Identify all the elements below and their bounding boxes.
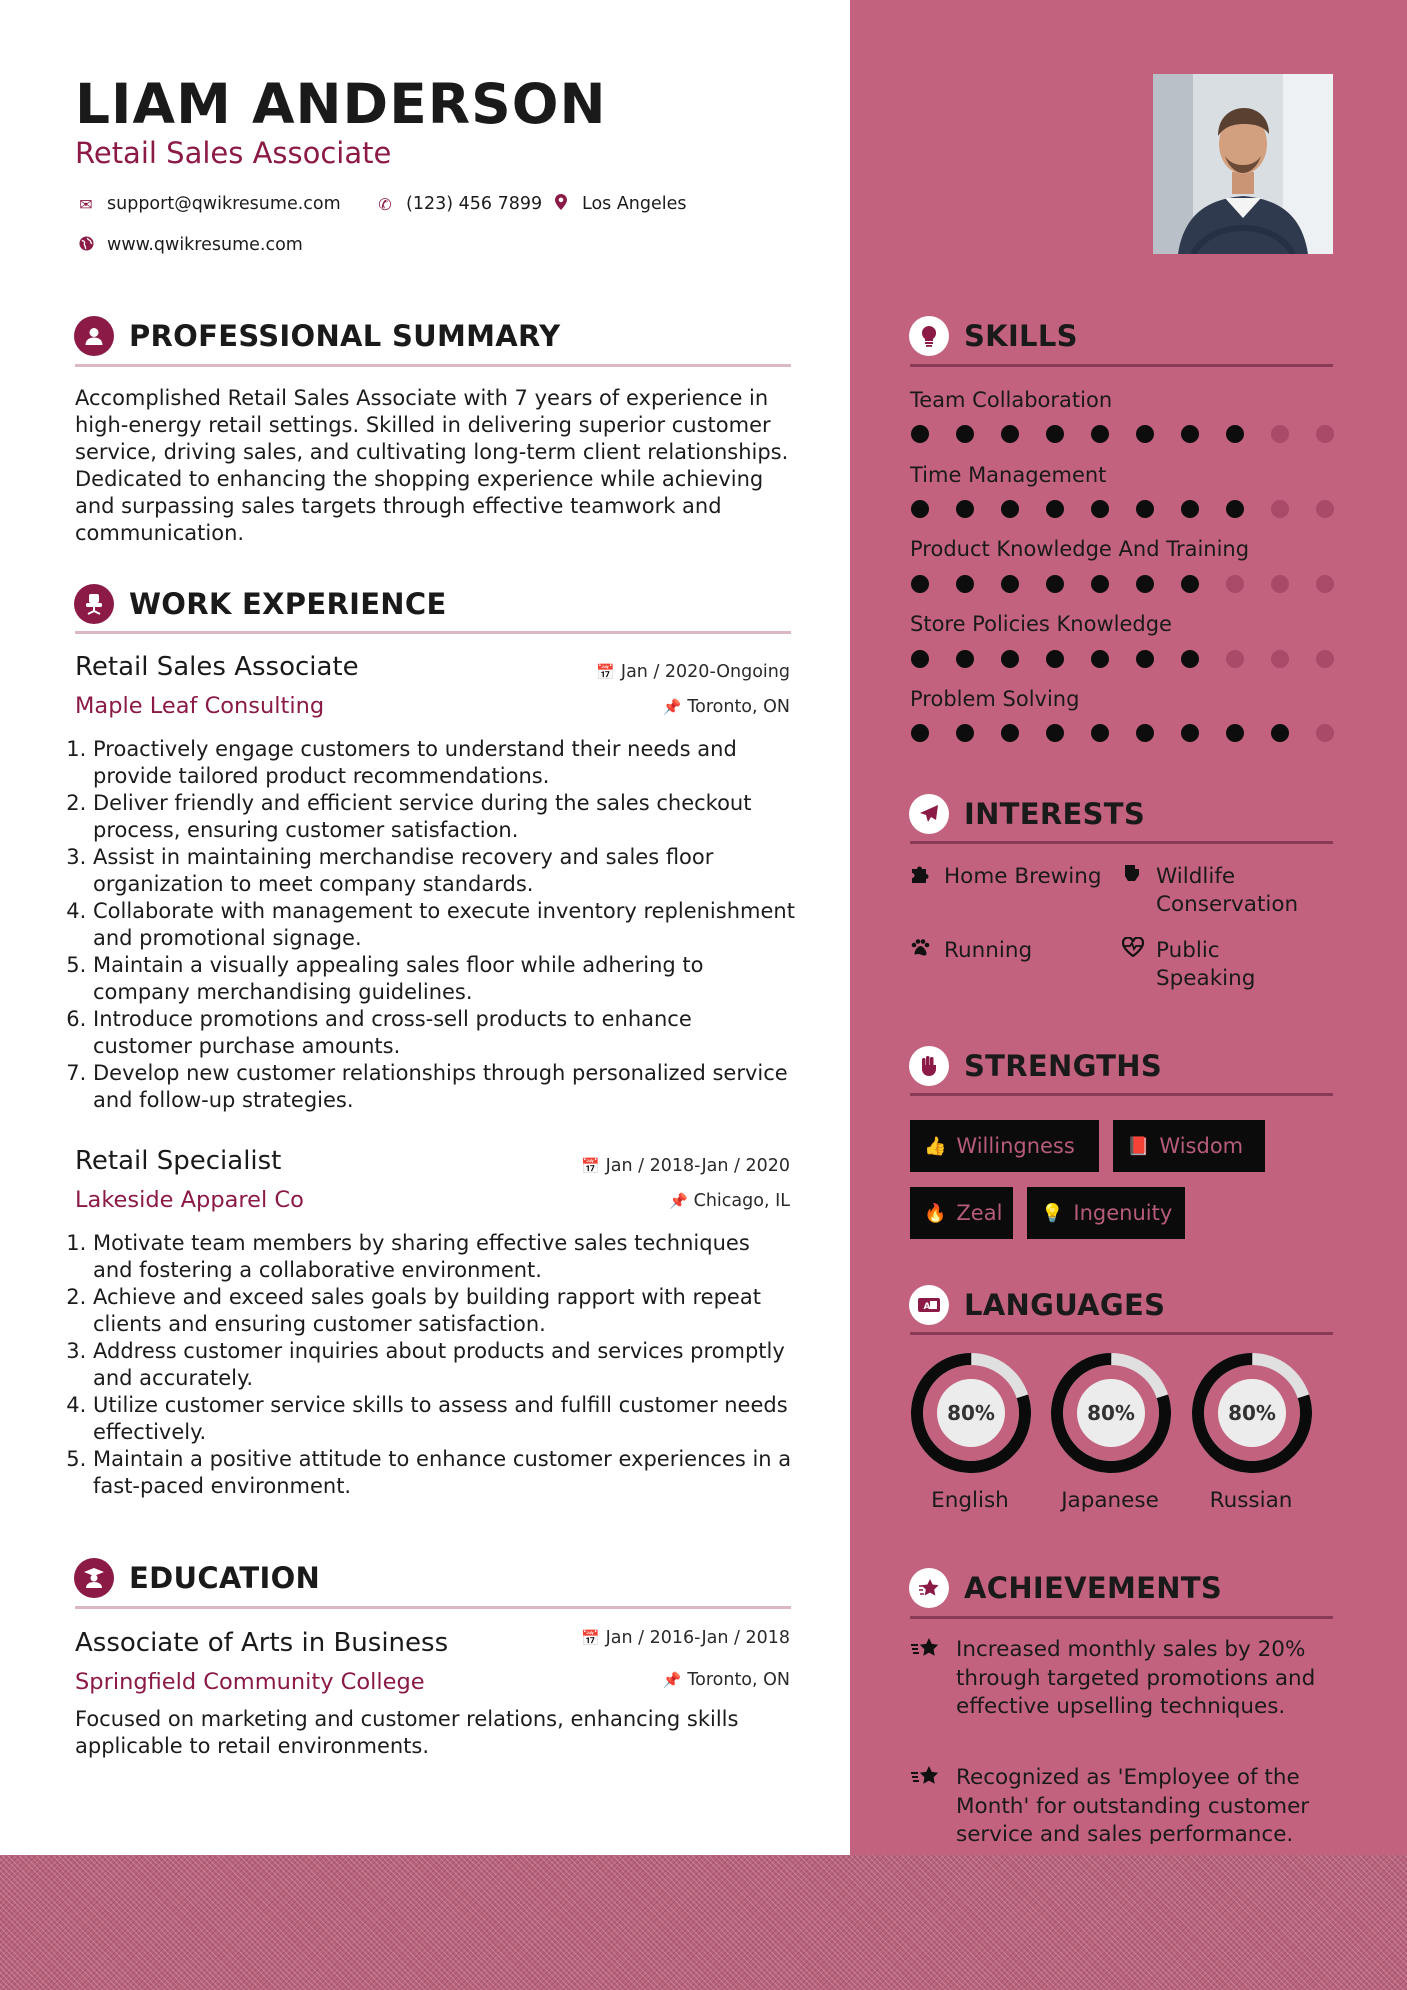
- thumbtack-icon: 📌: [662, 1671, 682, 1689]
- rating-dot-filled: [911, 500, 929, 518]
- rating-dot-filled: [1046, 500, 1064, 518]
- language-percent: 80%: [947, 1401, 995, 1425]
- strength-label: Zeal: [956, 1201, 1003, 1225]
- star-icon: [910, 1636, 956, 1722]
- language-name: Japanese: [1061, 1488, 1159, 1513]
- education-dates: [581, 1628, 790, 1648]
- list-item: 2. Deliver friendly and efficient service during the sales checkout process, ensuring customer satisfaction.: [93, 790, 795, 844]
- rating-dot-filled: [911, 575, 929, 593]
- list-item: 1. Proactively engage customers to understand their needs and provide tailored product recommendations.: [93, 736, 795, 790]
- star-icon: [910, 1764, 956, 1844]
- skills-heading: [909, 316, 1078, 356]
- website-text: www.qwikresume.com: [107, 235, 303, 255]
- star-icon: [909, 1568, 949, 1608]
- list-item: 2. Achieve and exceed sales goals by building rapport with repeat clients and ensuring customer satisfaction.: [93, 1284, 795, 1338]
- puzzle-icon: [910, 863, 944, 891]
- achievement-text: Increased monthly sales by 20% through targeted promotions and effective upselling techniques.: [956, 1637, 1316, 1719]
- language-name: Russian: [1209, 1488, 1293, 1513]
- experience-heading: [74, 584, 447, 624]
- skill-1-name: Team Collaboration: [910, 388, 1113, 412]
- list-item: 4. Utilize customer service skills to assess and fulfill customer needs effectively.: [93, 1392, 795, 1446]
- job-1-location: [663, 697, 790, 717]
- rating-dot-filled: [956, 724, 974, 742]
- calendar-icon: 📅: [596, 663, 615, 681]
- list-item: 7. Develop new customer relationships through personalized service and follow-up strategies.: [93, 1060, 795, 1114]
- contact-location: [550, 194, 687, 214]
- rating-dot-filled: [1226, 724, 1244, 742]
- rating-dot-filled: [1136, 575, 1154, 593]
- summary-title: PROFESSIONAL SUMMARY: [129, 319, 561, 353]
- list-item: 5. Maintain a visually appealing sales floor while adhering to company merchandising guidelines.: [93, 952, 795, 1006]
- rating-dot-empty: [1226, 575, 1244, 593]
- rating-dot-filled: [1181, 500, 1199, 518]
- skill-2-rating: [911, 500, 1361, 518]
- list-item: 4. Collaborate with management to execute inventory replenishment and promotional signage.: [93, 898, 795, 952]
- skill-2-name: Time Management: [910, 463, 1107, 487]
- rating-dot-empty: [1271, 575, 1289, 593]
- language-ring-english: [910, 1352, 1032, 1474]
- strength-tag: [910, 1120, 1099, 1172]
- summary-text: Accomplished Retail Sales Associate with 7 years of experience in high-energy retail settings. Skilled in delivering superior customer service, driving sales, and cultivating long-term client relationships. Dedicated to enhancing the shopping experience while achieving and surpassing sales targets through effective teamwork and communication.: [75, 386, 789, 545]
- skill-3-rating: [911, 575, 1361, 593]
- interests-divider: [910, 841, 1333, 844]
- language-icon: [909, 1285, 949, 1325]
- rating-dot-empty: [1271, 650, 1289, 668]
- experience-title: WORK EXPERIENCE: [129, 587, 447, 621]
- thumbtack-icon: 📌: [662, 698, 682, 716]
- skill-4-rating: [911, 650, 1361, 668]
- strengths-heading: [909, 1046, 1162, 1086]
- rating-dot-filled: [1091, 575, 1109, 593]
- interest-label: Running: [944, 938, 1033, 963]
- rating-dot-filled: [1001, 724, 1019, 742]
- education-dates-text: Jan / 2016-Jan / 2018: [605, 1628, 790, 1648]
- strength-tag: [1027, 1187, 1185, 1239]
- rating-dot-filled: [911, 425, 929, 443]
- interest-item: [910, 863, 1120, 891]
- lightbulb-icon: [909, 316, 949, 356]
- rating-dot-filled: [1001, 650, 1019, 668]
- job-2-duties: [75, 1230, 795, 1500]
- skill-5-name: Problem Solving: [910, 687, 1080, 711]
- rating-dot-filled: [1046, 650, 1064, 668]
- strength-label: Willingness: [956, 1134, 1075, 1158]
- job-2-location-text: Chicago, IL: [693, 1191, 790, 1211]
- skills-title: SKILLS: [964, 319, 1078, 353]
- rating-dot-filled: [1181, 575, 1199, 593]
- rating-dot-filled: [1046, 425, 1064, 443]
- achievements-heading: [909, 1568, 1222, 1608]
- language-percent: 80%: [1087, 1401, 1135, 1425]
- education-divider: [75, 1606, 791, 1609]
- languages-title: LANGUAGES: [964, 1288, 1166, 1322]
- rating-dot-filled: [1091, 500, 1109, 518]
- interest-label: Wildlife Conservation: [1156, 864, 1299, 917]
- contact-phone[interactable]: [374, 194, 542, 214]
- rating-dot-empty: [1226, 650, 1244, 668]
- rating-dot-filled: [1001, 500, 1019, 518]
- rating-dot-filled: [956, 425, 974, 443]
- interests-heading: [909, 794, 1145, 834]
- list-item: 3. Assist in maintaining merchandise recovery and sales floor organization to meet company standards.: [93, 844, 795, 898]
- summary-divider: [75, 364, 791, 367]
- map-marker-icon: [550, 194, 572, 214]
- skill-4-name: Store Policies Knowledge: [910, 612, 1172, 636]
- rating-dot-filled: [911, 650, 929, 668]
- rating-dot-filled: [1136, 425, 1154, 443]
- education-title: EDUCATION: [129, 1561, 321, 1595]
- rating-dot-empty: [1316, 724, 1334, 742]
- languages-heading: [909, 1285, 1165, 1325]
- rating-dot-empty: [1316, 425, 1334, 443]
- list-item: 1. Motivate team members by sharing effective sales techniques and fostering a collaborative environment.: [93, 1230, 795, 1284]
- skill-1-rating: [911, 425, 1361, 443]
- education-location-text: Toronto, ON: [687, 1670, 790, 1690]
- job-1-dates-text: Jan / 2020-Ongoing: [620, 662, 790, 682]
- phone-text: (123) 456 7899: [406, 194, 543, 214]
- job-1-location-text: Toronto, ON: [687, 697, 790, 717]
- rating-dot-filled: [956, 650, 974, 668]
- rating-dot-filled: [1136, 724, 1154, 742]
- strengths-divider: [910, 1093, 1333, 1096]
- degree-title: Associate of Arts in Business: [75, 1628, 449, 1658]
- phone-icon: ✆: [378, 194, 392, 214]
- strength-tag: [1113, 1120, 1265, 1172]
- rating-dot-filled: [1226, 500, 1244, 518]
- profile-photo: [1153, 74, 1333, 254]
- thumbs-up-icon: 👍: [924, 1135, 947, 1157]
- education-text: Focused on marketing and customer relations, enhancing skills applicable to retail environments.: [75, 1707, 739, 1758]
- rating-dot-empty: [1271, 500, 1289, 518]
- calendar-icon: 📅: [580, 1629, 600, 1647]
- rating-dot-empty: [1316, 650, 1334, 668]
- graduate-icon: [74, 1558, 114, 1598]
- rating-dot-filled: [1091, 724, 1109, 742]
- list-item: 5. Maintain a positive attitude to enhance customer experiences in a fast-paced environment.: [93, 1446, 795, 1500]
- book-icon: 📕: [1127, 1135, 1150, 1157]
- fist-icon: [909, 1046, 949, 1086]
- languages-divider: [910, 1332, 1333, 1335]
- rating-dot-filled: [1091, 650, 1109, 668]
- job-2-title: Retail Specialist: [75, 1146, 282, 1176]
- strengths-title: STRENGTHS: [964, 1049, 1163, 1083]
- rating-dot-filled: [1181, 650, 1199, 668]
- location-text: Los Angeles: [582, 194, 687, 214]
- rating-dot-filled: [1091, 425, 1109, 443]
- job-1-duties: [75, 736, 795, 1114]
- interest-label: Home Brewing: [944, 864, 1102, 889]
- language-name: English: [931, 1488, 1009, 1513]
- fire-icon: 🔥: [924, 1202, 947, 1224]
- rating-dot-filled: [956, 575, 974, 593]
- rating-dot-filled: [1001, 575, 1019, 593]
- experience-divider: [75, 631, 791, 634]
- footer-pattern: [0, 1855, 1407, 1990]
- strength-tag: [910, 1187, 1013, 1239]
- interest-label: Public Speaking: [1156, 938, 1256, 991]
- job-2-dates: [581, 1156, 790, 1176]
- rating-dot-filled: [956, 500, 974, 518]
- skill-5-rating: [911, 724, 1361, 742]
- job-1-dates: [596, 662, 790, 682]
- summary-heading: [74, 316, 560, 356]
- achievements-title: ACHIEVEMENTS: [964, 1571, 1223, 1605]
- rating-dot-empty: [1316, 575, 1334, 593]
- rating-dot-filled: [1181, 724, 1199, 742]
- interest-item: [1122, 863, 1322, 919]
- language-ring-japanese: [1050, 1352, 1172, 1474]
- job-2-dates-text: Jan / 2018-Jan / 2020: [605, 1156, 790, 1176]
- achievement-text: Recognized as 'Employee of the Month' for outstanding customer service and sales performance.: [956, 1765, 1310, 1844]
- education-location: [663, 1670, 790, 1690]
- strength-label: Ingenuity: [1073, 1201, 1173, 1225]
- rating-dot-empty: [1316, 500, 1334, 518]
- calendar-icon: 📅: [580, 1157, 600, 1175]
- envelope-icon: ✉: [79, 194, 93, 214]
- interest-item: [910, 937, 1120, 965]
- rating-dot-filled: [1136, 650, 1154, 668]
- globe-icon: [75, 236, 97, 255]
- skills-divider: [910, 364, 1333, 367]
- job-1-company: Maple Leaf Consulting: [75, 693, 325, 719]
- contact-website[interactable]: [75, 235, 303, 255]
- interests-title: INTERESTS: [964, 797, 1146, 831]
- rating-dot-filled: [1136, 500, 1154, 518]
- list-item: 6. Introduce promotions and cross-sell products to enhance customer purchase amounts.: [93, 1006, 795, 1060]
- paw-icon: [910, 937, 944, 965]
- candidate-name: LIAM ANDERSON: [75, 72, 607, 136]
- rating-dot-empty: [1271, 425, 1289, 443]
- office-chair-icon: [74, 584, 114, 624]
- heartbeat-icon: [1122, 937, 1156, 993]
- email-text: support@qwikresume.com: [107, 194, 341, 214]
- rating-dot-filled: [1181, 425, 1199, 443]
- user-icon: [74, 316, 114, 356]
- rating-dot-filled: [911, 724, 929, 742]
- list-item: 3. Address customer inquiries about products and services promptly and accurately.: [93, 1338, 795, 1392]
- school-name: Springfield Community College: [75, 1669, 425, 1695]
- rating-dot-filled: [1226, 425, 1244, 443]
- achievements-divider: [910, 1616, 1333, 1619]
- interest-item: [1122, 937, 1322, 993]
- hand-paper-icon: [1122, 863, 1156, 919]
- thumbtack-icon: 📌: [668, 1192, 688, 1210]
- job-2-company: Lakeside Apparel Co: [75, 1187, 304, 1213]
- rating-dot-filled: [1001, 425, 1019, 443]
- language-ring-russian: [1191, 1352, 1313, 1474]
- paper-plane-icon: [909, 794, 949, 834]
- job-1-title: Retail Sales Associate: [75, 652, 359, 682]
- language-percent: 80%: [1228, 1401, 1276, 1425]
- candidate-title: Retail Sales Associate: [75, 136, 392, 170]
- rating-dot-filled: [1046, 724, 1064, 742]
- contact-email[interactable]: [75, 194, 341, 214]
- lightbulb-icon: 💡: [1041, 1202, 1064, 1224]
- achievement-item: [910, 1636, 1335, 1722]
- svg-text:A: A: [923, 1302, 931, 1312]
- job-2-location: [669, 1191, 790, 1211]
- achievement-item: [910, 1764, 1335, 1844]
- skill-3-name: Product Knowledge And Training: [910, 537, 1250, 561]
- strength-label: Wisdom: [1159, 1134, 1244, 1158]
- rating-dot-filled: [1046, 575, 1064, 593]
- education-heading: [74, 1558, 320, 1598]
- rating-dot-filled: [1271, 724, 1289, 742]
